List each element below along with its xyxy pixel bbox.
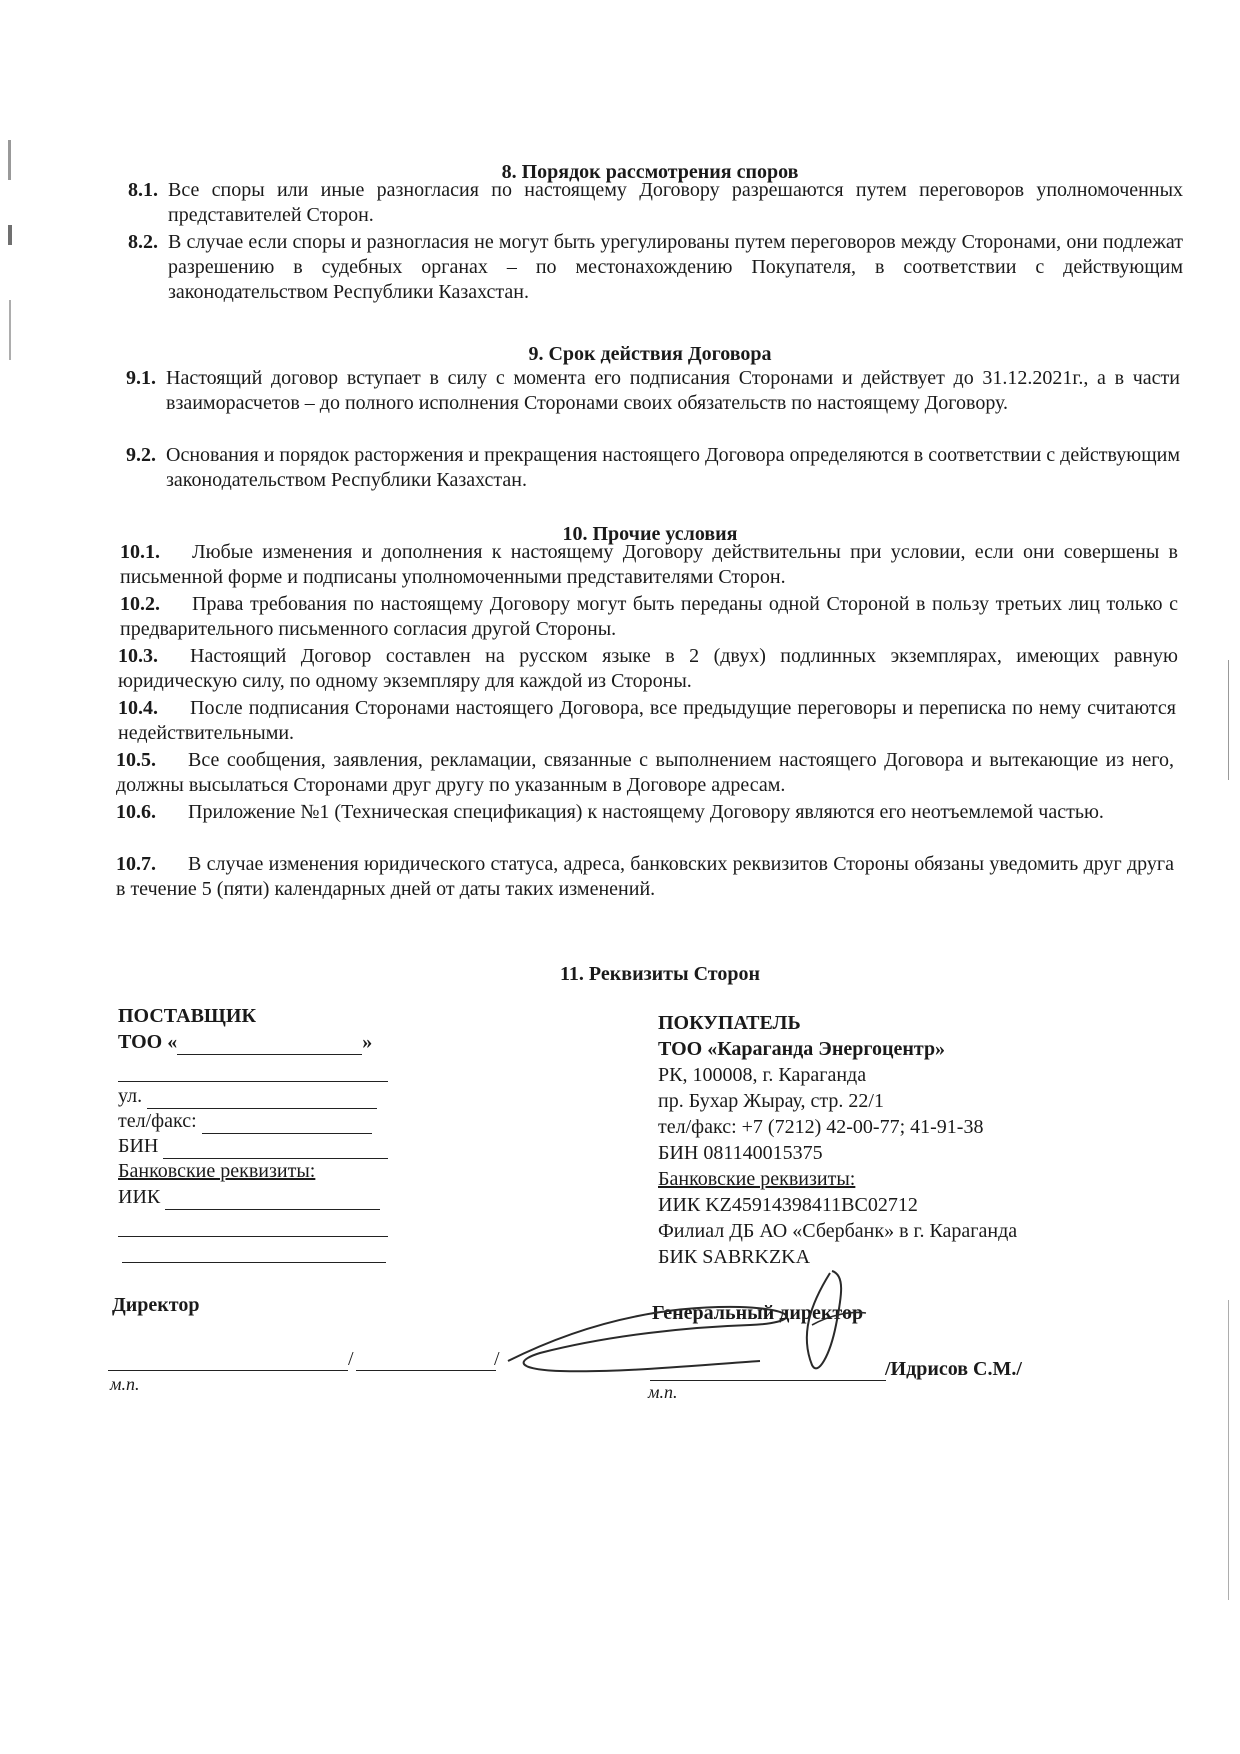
iik-label: ИИК <box>118 1186 161 1208</box>
supplier-name-line[interactable] <box>356 1370 496 1371</box>
supplier-signer-title: Директор <box>112 1294 200 1316</box>
signature-drawing <box>500 1265 880 1385</box>
buyer-bin: БИН 081140015375 <box>658 1142 823 1164</box>
item-number: 10.4. <box>118 697 158 719</box>
supplier-street <box>118 1083 377 1109</box>
item-number: 9.1. <box>126 367 156 389</box>
clause-text: Приложение №1 (Техническая спецификация) к настоящему Договору являются его неотъемлемой частью. <box>188 801 1104 823</box>
buyer-phone: тел/факс: +7 (7212) 42-00-77; 41-91-38 <box>658 1116 984 1138</box>
item-number: 10.6. <box>116 801 156 823</box>
supplier-blank-line[interactable] <box>118 1236 388 1237</box>
supplier-bank-label: Банковские реквизиты: <box>118 1160 316 1182</box>
company-suffix: » <box>362 1031 373 1053</box>
clause-text: Все споры или иные разногласия по настоящему Договору разрешаются путем переговоров уполномоченных представителей Сторон. <box>168 179 1183 226</box>
slash: / <box>494 1348 500 1370</box>
clause-text: Настоящий Договор составлен на русском языке в 2 (двух) подлинных экземплярах, имеющих равную юридическую силу, по одному экземпляру для каждой из Стороны. <box>118 645 1178 692</box>
clause-text: После подписания Сторонами настоящего Договора, все предыдущие переговоры и переписка по нему считаются недействительными. <box>118 697 1176 744</box>
supplier-signature-line[interactable] <box>108 1370 348 1371</box>
item-number: 8.1. <box>128 179 158 201</box>
clause-text: Настоящий договор вступает в силу с момента его подписания Сторонами и действует до 31.12.2021г., а в части взаиморасчетов – до полного исполнения Сторонами своих обязательств по настоящему Договору. <box>166 367 1180 414</box>
clause-text: Права требования по настоящему Договору могут быть переданы одной Стороной в пользу третьих лиц только с предварительного письменного согласия другой Стороны. <box>120 593 1178 640</box>
scan-artifact <box>1228 1300 1229 1600</box>
clause-text: Любые изменения и дополнения к настоящему Договору действительны при условии, если они совершены в письменной форме и подписаны уполномоченными представителями Сторон. <box>120 541 1178 588</box>
buyer-block <box>658 1010 1128 1270</box>
requisites-title: 11. Реквизиты Сторон <box>560 963 760 985</box>
buyer-stamp-mark: м.п. <box>648 1382 678 1402</box>
supplier-company <box>118 1029 418 1055</box>
buyer-bank-label: Банковские реквизиты: <box>658 1168 856 1190</box>
buyer-address-1: РК, 100008, г. Караганда <box>658 1064 867 1086</box>
slash: / <box>348 1348 354 1370</box>
item-number: 10.2. <box>120 593 160 615</box>
supplier-block <box>118 1003 418 1055</box>
supplier-blank-line[interactable] <box>122 1262 386 1263</box>
buyer-address-2: пр. Бухар Жырау, стр. 22/1 <box>658 1090 884 1112</box>
item-number: 10.3. <box>118 645 158 667</box>
supplier-stamp-mark: м.п. <box>110 1374 140 1394</box>
buyer-heading: ПОКУПАТЕЛЬ <box>658 1012 801 1034</box>
buyer-signer-title: Генеральный директор <box>652 1302 864 1324</box>
supplier-iik <box>118 1184 380 1210</box>
scan-artifact <box>9 300 11 360</box>
supplier-phone <box>118 1108 372 1134</box>
buyer-signer-name: /Идрисов С.М./ <box>885 1358 1022 1380</box>
clause-text: Все сообщения, заявления, рекламации, связанные с выполнением настоящего Договора и вытекающие из него, должны высылаться Сторонами друг другу по указанным в Договоре адресам. <box>116 749 1174 796</box>
iik-field[interactable] <box>165 1191 380 1210</box>
scan-artifact <box>1228 660 1229 780</box>
company-prefix: ТОО « <box>118 1031 178 1053</box>
section-8-title: 8. Порядок рассмотрения споров <box>501 161 799 183</box>
scan-artifact <box>8 225 12 245</box>
buyer-iik: ИИК KZ45914398411BC02712 <box>658 1194 918 1216</box>
street-field[interactable] <box>147 1090 377 1109</box>
item-number: 10.7. <box>116 853 156 875</box>
item-number: 8.2. <box>128 231 158 253</box>
supplier-blank-line[interactable] <box>118 1081 388 1082</box>
buyer-bank-name: Филиал ДБ АО «Сбербанк» в г. Караганда <box>658 1220 1018 1242</box>
street-label: ул. <box>118 1085 143 1107</box>
item-number: 9.2. <box>126 444 156 466</box>
buyer-bik: БИК SABRKZKA <box>658 1246 811 1268</box>
phone-field[interactable] <box>202 1115 372 1134</box>
section-9-title: 9. Срок действия Договора <box>528 343 772 365</box>
clause-text: В случае если споры и разногласия не могут быть урегулированы путем переговоров между Сторонами, они подлежат разрешению в судебных органах – по местонахождению Покупателя, в соответствии с действующим законодательством Республики Казахстан. <box>168 231 1183 303</box>
item-number: 10.5. <box>116 749 156 771</box>
clause-text: В случае изменения юридического статуса, адреса, банковских реквизитов Стороны обязаны уведомить друг друга в течение 5 (пяти) календарных дней от даты таких изменений. <box>116 853 1174 900</box>
supplier-heading: ПОСТАВЩИК <box>118 1005 256 1027</box>
item-number: 10.1. <box>120 541 160 563</box>
company-name-field[interactable] <box>177 1036 362 1055</box>
clause-text: Основания и порядок расторжения и прекращения настоящего Договора определяются в соответствии с действующим законодательством Республики Казахстан. <box>166 444 1180 491</box>
section-10-title: 10. Прочие условия <box>562 523 738 545</box>
bin-field[interactable] <box>163 1140 388 1159</box>
buyer-company: ТОО «Караганда Энергоцентр» <box>658 1038 946 1060</box>
bin-label: БИН <box>118 1135 159 1157</box>
buyer-signature-line[interactable] <box>650 1380 886 1381</box>
phone-label: тел/факс: <box>118 1110 197 1132</box>
supplier-bin <box>118 1133 388 1159</box>
scan-artifact <box>8 140 11 180</box>
